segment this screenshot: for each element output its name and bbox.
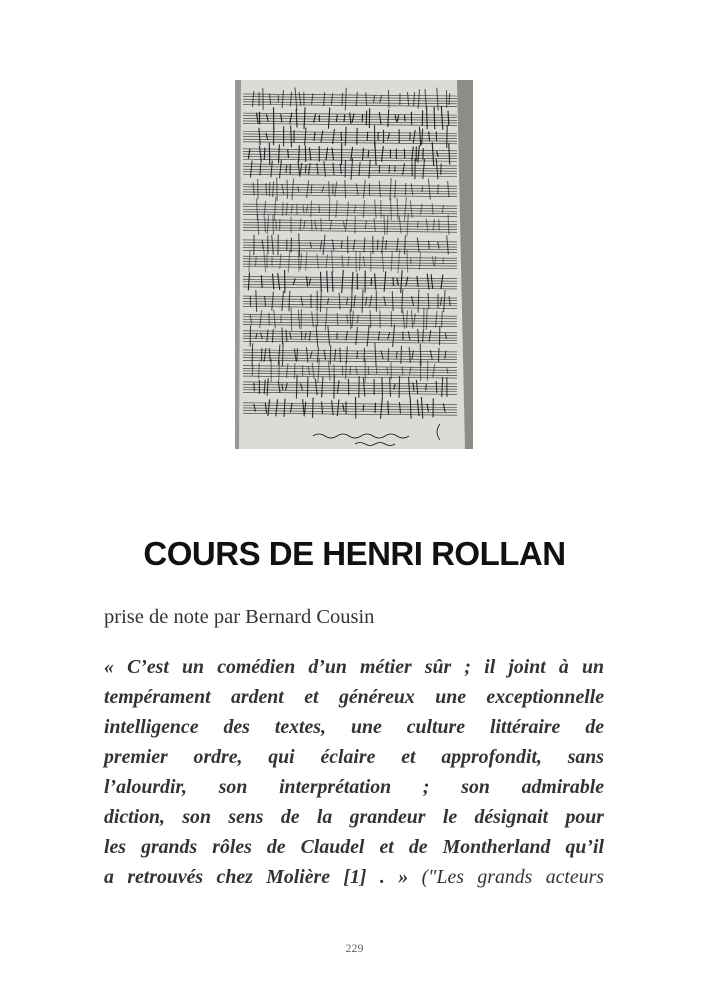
page-title: COURS DE HENRI ROLLAN bbox=[143, 535, 566, 572]
quote-last-plain: ("Les grands acteurs bbox=[421, 866, 604, 888]
quote-line: tempérament ardent et généreux une exceptionnelle bbox=[104, 686, 604, 708]
score-image-icon bbox=[235, 80, 473, 449]
manuscript-score-photo bbox=[235, 80, 473, 449]
quote-last-line bbox=[104, 862, 604, 892]
quote-line: l’alourdir, son interprétation ; son admirable bbox=[104, 776, 604, 798]
quote-line: diction, son sens de la grandeur le désignait pour bbox=[104, 806, 604, 828]
quote-line: « C’est un comédien d’un métier sûr ; il joint à un bbox=[104, 656, 604, 678]
quote-line: intelligence des textes, une culture littéraire de bbox=[104, 716, 604, 738]
subtitle-author-note: prise de note par Bernard Cousin bbox=[104, 606, 375, 628]
page-number: 229 bbox=[345, 941, 364, 955]
quote-line: premier ordre, qui éclaire et approfondit, sans bbox=[104, 746, 604, 768]
quote-last-bold: a retrouvés chez Molière [1] . » bbox=[104, 866, 409, 888]
quote-line: les grands rôles de Claudel et de Montherland qu’il bbox=[104, 836, 604, 858]
quote-paragraph bbox=[104, 652, 604, 892]
